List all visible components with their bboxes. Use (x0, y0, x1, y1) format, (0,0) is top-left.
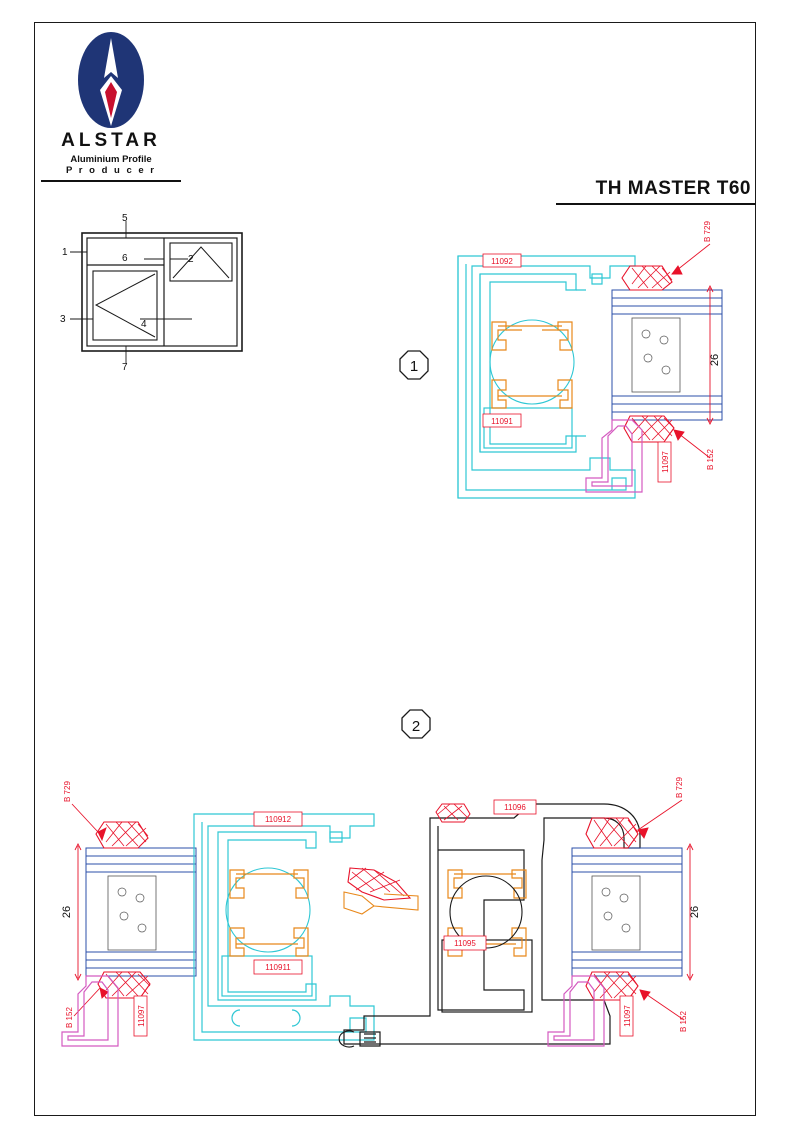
svg-text:11095: 11095 (454, 939, 476, 948)
svg-text:11097: 11097 (623, 1005, 632, 1027)
profile-tag-11092 (483, 254, 521, 267)
tag-b152-left: B 152 (65, 1007, 74, 1028)
tag-b152-bottom: B 152 (706, 449, 715, 470)
tag-b729-left: B 729 (63, 781, 72, 802)
key-label-2: 2 (188, 254, 194, 265)
logo-tagline-1: Aluminium Profile (70, 154, 152, 165)
profile-tag-11097-left (134, 996, 147, 1036)
glazing-unit-left (86, 848, 196, 976)
page-title: TH MASTER T60 (595, 178, 751, 199)
title-underline (556, 203, 756, 205)
logo-tagline-2: P r o d u c e r (65, 165, 156, 176)
sash-profile-pink (586, 420, 642, 492)
svg-text:11097: 11097 (137, 1005, 146, 1027)
svg-text:11097: 11097 (661, 451, 670, 473)
gasket-leaders (672, 244, 710, 458)
svg-text:110912: 110912 (264, 815, 292, 824)
profile-tag-110911 (254, 960, 302, 974)
logo-arrow-icon (78, 32, 144, 128)
tag-b729-right: B 729 (675, 777, 684, 798)
left-frame-cavity-circle (226, 868, 310, 952)
glazing-unit-right (572, 848, 682, 976)
svg-text:26: 26 (709, 353, 721, 367)
profile-tag-11095 (444, 936, 486, 950)
profile-tag-11097 (658, 442, 671, 482)
svg-text:11092: 11092 (491, 257, 513, 266)
detail-1-marker (400, 351, 428, 379)
svg-text:11091: 11091 (491, 417, 513, 426)
dimension-26-left (61, 844, 81, 980)
detail-1-section (380, 221, 750, 530)
thermal-break-orange (492, 322, 572, 408)
key-label-7: 7 (122, 362, 128, 373)
svg-text:2: 2 (411, 718, 421, 735)
key-label-5: 5 (122, 213, 128, 224)
dimension-26 (707, 286, 721, 424)
svg-text:26: 26 (689, 905, 701, 919)
svg-text:26: 26 (61, 905, 73, 919)
profile-tag-11091 (483, 414, 521, 427)
company-logo (36, 30, 186, 180)
left-frame-profile-cyan (194, 814, 374, 1040)
profile-tag-11097-right (620, 996, 633, 1036)
key-label-1: 1 (62, 247, 68, 258)
frame-cavity-circle (490, 320, 574, 404)
key-label-3: 3 (60, 314, 66, 325)
latch-fitting-top (436, 804, 470, 822)
logo-underline (41, 180, 181, 182)
tag-b729-top: B 729 (703, 221, 712, 242)
detail-2-section (44, 700, 754, 1090)
svg-text:11096: 11096 (504, 803, 526, 812)
detail-2-marker (402, 710, 430, 738)
svg-text:1: 1 (409, 358, 419, 375)
profile-tag-110912 (254, 812, 302, 826)
centre-mechanism-gasket (344, 868, 418, 914)
window-key-diagram (60, 215, 280, 375)
gasket-b729-right (586, 818, 638, 848)
key-label-6: 6 (122, 253, 128, 264)
tag-b152-right: B 152 (679, 1011, 688, 1032)
profile-tag-11096 (494, 800, 536, 814)
gasket-b729-top (622, 266, 672, 290)
sash-profile-pink-right (548, 976, 604, 1046)
glazing-unit (612, 290, 722, 420)
key-label-4: 4 (141, 319, 147, 330)
dimension-26-right (687, 844, 701, 980)
logo-brand-text: ALSTAR (61, 130, 161, 151)
svg-text:110911: 110911 (265, 963, 291, 972)
